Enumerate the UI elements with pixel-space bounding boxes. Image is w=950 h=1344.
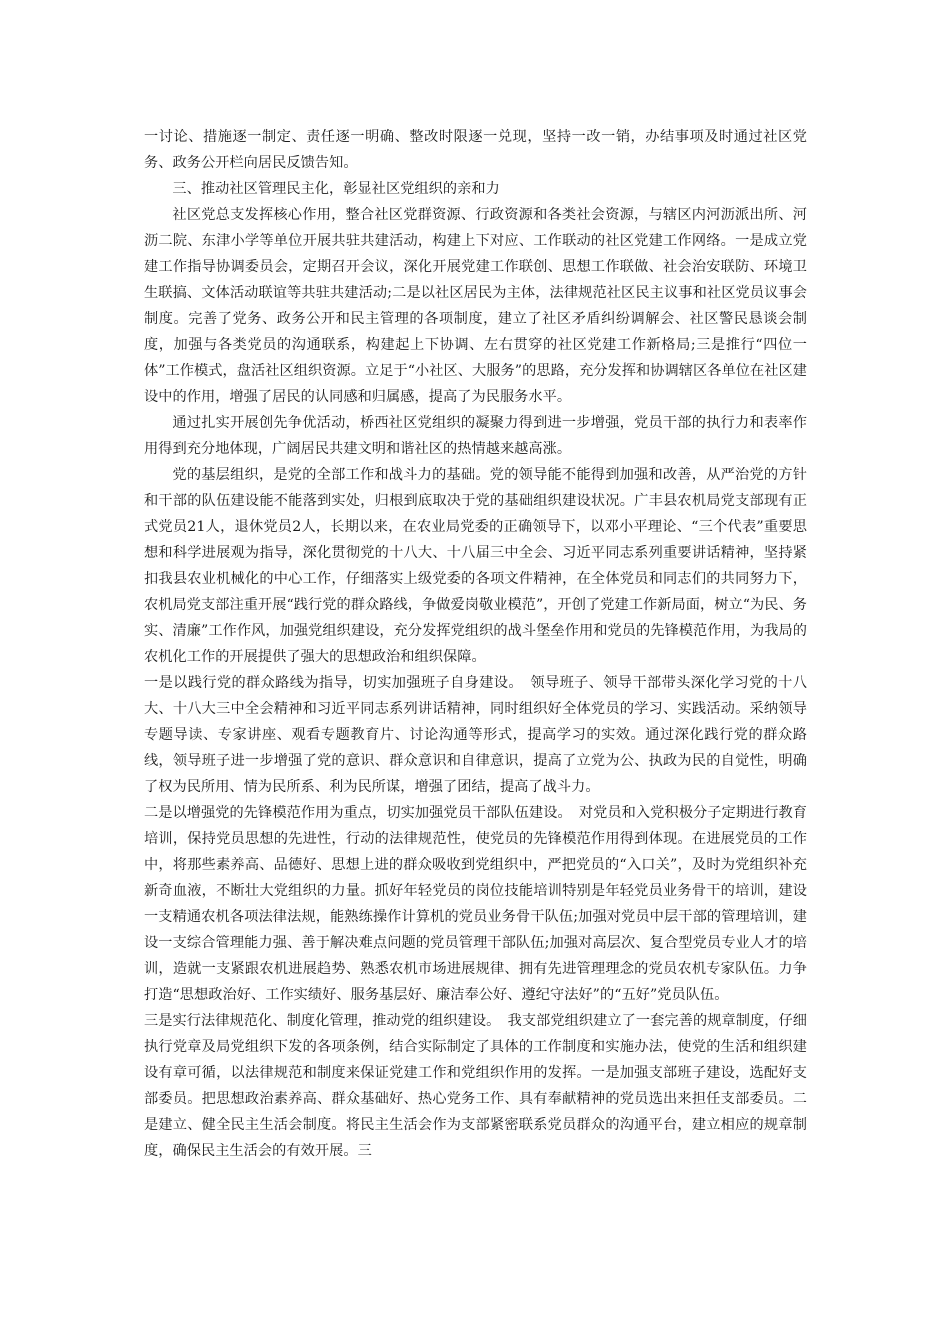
paragraph-point-two: 二是以增强党的先锋模范作用为重点，切实加强党员干部队伍建设。 对党员和入党积极分子定期进行教育培训，保持党员思想的先进性，行动的法律规范性，使党员的先锋模范作用得到体现。在进展党员的工作中，将那些素养高、品德好、思想上进的群众吸收到党组织中，严把党员的“入口关”，及时为党组织补充新奇血液，不断壮大党组织的力量。抓好年轻党员的岗位技能培训特别是年轻党员业务骨干的培训，建设一支精通农机各项法律法规，能熟练操作计算机的党员业务骨干队伍;加强对党员中层干部的管理培训，建设一支综合管理能力强、善于解决难点问题的党员管理干部队伍;加强对高层次、复合型党员专业人才的培训，造就一支紧跟农机进展趋势、熟悉农机市场进展规律、拥有先进管理理念的党员农机专家队伍。力争打造“思想政治好、工作实绩好、服务基层好、廉洁奉公好、遵纪守法好”的“五好”党员队伍。 xyxy=(144,805,807,1003)
paragraph-summary: 通过扎实开展创先争优活动，桥西社区党组织的凝聚力得到进一步增强，党员干部的执行力和表率作用得到充分地体现，广阔居民共建文明和谐社区的热情越来越高涨。 xyxy=(144,415,807,457)
paragraph-community-core: 社区党总支发挥核心作用，整合社区党群资源、行政资源和各类社会资源，与辖区内河沥派出所、河沥二院、东津小学等单位开展共驻共建活动，构建上下对应、工作联动的社区党建工作网络。一是成立党建工作指导协调委员会，定期召开会议，深化开展党建工作联创、思想工作联做、社会治安联防、环境卫生联搞、文体活动联谊等共驻共建活动;二是以社区居民为主体，法律规范社区民主议事和社区党员议事会制度。完善了党务、政务公开和民主管理的各项制度，建立了社区矛盾纠纷调解会、社区警民恳谈会制度，加强与各类党员的沟通联系，构建起上下协调、左右贯穿的社区党建工作新格局;三是推行“四位一体”工作模式，盘活社区组织资源。立足于“小社区、大服务”的思路，充分发挥和协调辖区各单位在社区建设中的作用，增强了居民的认同感和归属感，提高了为民服务水平。 xyxy=(144,207,807,405)
section-heading: 三、推动社区管理民主化，彰显社区党组织的亲和力 xyxy=(172,181,500,197)
document-body xyxy=(144,124,807,1164)
paragraph-point-three: 三是实行法律规范化、制度化管理，推动党的组织建设。 我支部党组织建立了一套完善的规章制度，仔细执行党章及局党组织下发的各项条例，结合实际制定了具体的工作制度和实施办法，使党的生活和组织建设有章可循，以法律规范和制度来保证党建工作和党组织作用的发挥。一是加强支部班子建设，选配好支部委员。把思想政治素养高、群众基础好、热心党务工作、具有奉献精神的党员选出来担任支部委员。二是建立、健全民主生活会制度。将民主生活会作为支部紧密联系党员群众的沟通平台，建立相应的规章制度，确保民主生活会的有效开展。三 xyxy=(144,1013,807,1159)
paragraph-party-branch-intro: 党的基层组织，是党的全部工作和战斗力的基础。党的领导能不能得到加强和改善，从严治党的方针和干部的队伍建设能不能落到实处，归根到底取决于党的基础组织建设状况。广丰县农机局党支部现有正式党员21人，退休党员2人，长期以来，在农业局党委的正确领导下，以邓小平理论、“三个代表”重要思想和科学进展观为指导，深化贯彻党的十八大、十八届三中全会、习近平同志系列重要讲话精神，坚持紧扣我县农业机械化的中心工作，仔细落实上级党委的各项文件精神，在全体党员和同志们的共同努力下，农机局党支部注重开展“践行党的群众路线，争做爱岗敬业模范”，开创了党建工作新局面，树立“为民、务实、清廉”工作作风，加强党组织建设，充分发挥党组织的战斗堡垒作用和党员的先锋模范作用，为我局的农机化工作的开展提供了强大的思想政治和组织保障。 xyxy=(144,467,807,665)
paragraph-continuation: 一讨论、措施逐一制定、责任逐一明确、整改时限逐一兑现，坚持一改一销，办结事项及时通过社区党务、政务公开栏向居民反馈告知。 xyxy=(144,129,807,171)
paragraph-point-one: 一是以践行党的群众路线为指导，切实加强班子自身建设。 领导班子、领导干部带头深化学习党的十八大、十八大三中全会精神和习近平同志系列讲话精神，同时组织好全体党员的学习、实践活动。采纳领导专题导读、专家讲座、观看专题教育片、讨论沟通等形式，提高学习的实效。通过深化践行党的群众路线，领导班子进一步增强了党的意识、群众意识和自律意识，提高了立党为公、执政为民的自觉性，明确了权为民所用、情为民所系、利为民所谋，增强了团结，提高了战斗力。 xyxy=(144,675,807,795)
